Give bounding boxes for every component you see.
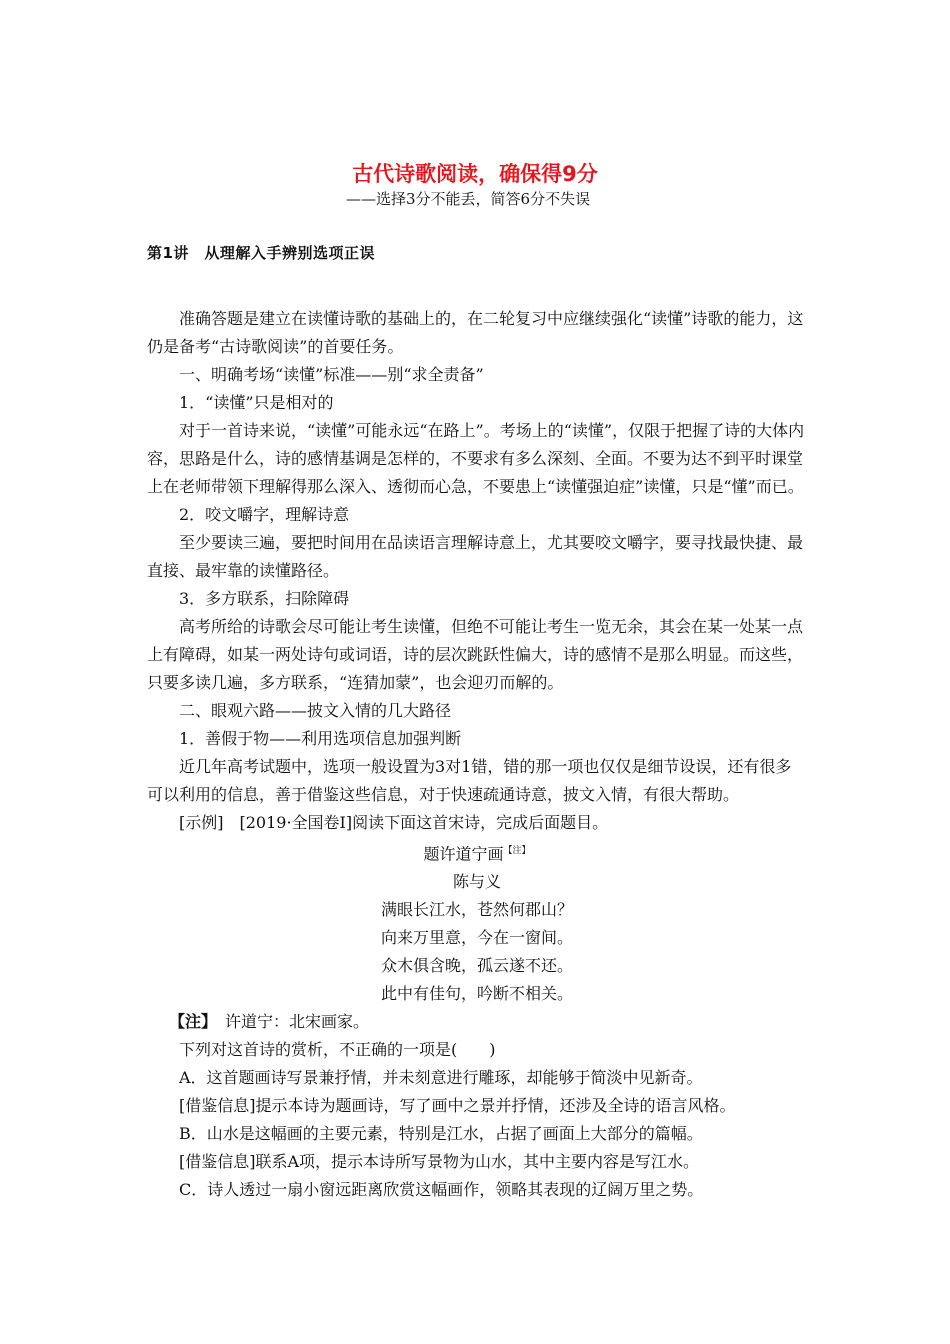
poem-line: 此中有佳句，吟断不相关。 <box>380 984 573 1004</box>
poem-note <box>147 1008 807 1036</box>
option-c: C．诗人透过一扇小窗远距离欣赏这幅画作，领略其表现的辽阔万里之势。 <box>179 1180 704 1200</box>
subsection-heading: 1．“读懂”只是相对的 <box>179 393 334 412</box>
body-paragraph: 近几年高考试题中，选项一般设置为3对1错，错的那一项也仅仅是细节设误，还有很多可以利用的信息，善于借鉴这些信息，对于快速疏通诗意，披文入情，有很大帮助。 <box>147 757 792 804</box>
section-heading: 二、眼观六路——披文入情的几大路径 <box>179 701 452 720</box>
example-intro: [示例] [2019·全国卷Ⅰ]阅读下面这首宋诗，完成后面题目。 <box>179 813 609 832</box>
poem-note-mark: 【注】 <box>503 846 531 856</box>
hint-a: [借鉴信息]提示本诗为题画诗，写了画中之景并抒情，还涉及全诗的语言风格。 <box>179 1096 736 1116</box>
body-paragraph: 高考所给的诗歌会尽可能让考生读懂，但绝不可能让考生一览无余，其会在某一处某一点上有障碍，如某一两处诗句或词语，诗的层次跳跃性偏大，诗的感情不是那么明显。而这些，只要多读几遍，多方联系，“连猜加蒙”，也会迎刃而解的。 <box>147 617 804 692</box>
document-body <box>147 305 807 1204</box>
note-label: 【注】 <box>169 1012 210 1032</box>
hint-b: [借鉴信息]联系A项，提示本诗所写景物为山水，其中主要内容是写江水。 <box>179 1152 700 1172</box>
body-paragraph: 至少要读三遍，要把时间用在品读语言理解诗意上，尤其要咬文嚼字，要寻找最快捷、最直接、最牢靠的读懂路径。 <box>147 533 804 580</box>
subsection-heading: 1．善假于物——利用选项信息加强判断 <box>179 729 462 748</box>
subsection-heading: 2．咬文嚼字，理解诗意 <box>179 505 350 524</box>
document-title: 古代诗歌阅读，确保得9分 <box>352 162 598 186</box>
question-stem: 下列对这首诗的赏析，不正确的一项是( ) <box>179 1040 496 1060</box>
subsection-heading: 3．多方联系，扫除障碍 <box>179 589 350 608</box>
lecture-heading: 第1讲 从理解入手辨别选项正误 <box>147 244 375 262</box>
note-text: 许道宁：北宋画家。 <box>209 1012 370 1032</box>
poem-line: 向来万里意，今在一窗间。 <box>380 928 573 948</box>
poem-line: 众木俱含晚，孤云遂不还。 <box>380 956 573 976</box>
poem-title <box>147 837 807 868</box>
option-b: B．山水是这幅画的主要元素，特别是江水，占据了画面上大部分的篇幅。 <box>179 1124 703 1144</box>
poem-title-text: 题许道宁画 <box>423 844 504 864</box>
poem-author: 陈与义 <box>452 872 501 892</box>
intro-paragraph: 准确答题是建立在读懂诗歌的基础上的，在二轮复习中应继续强化“读懂”诗歌的能力，这仍是备考“古诗歌阅读”的首要任务。 <box>147 309 804 356</box>
body-paragraph: 对于一首诗来说，“读懂”可能永远“在路上”。考场上的“读懂”，仅限于把握了诗的大体内容，思路是什么，诗的感情基调是怎样的，不要求有多么深刻、全面。不要为达不到平时课堂上在老师带领下理解得那么深入、透彻而心急，不要患上“读懂强迫症”读懂，只是“懂”而已。 <box>147 421 805 496</box>
section-heading: 一、明确考场“读懂”标准——别“求全责备” <box>179 365 484 384</box>
poem-line: 满眼长江水，苍然何郡山？ <box>380 900 573 920</box>
document-subtitle: ——选择3分不能丢，简答6分不失误 <box>346 190 591 208</box>
option-a: A．这首题画诗写景兼抒情，并未刻意进行雕琢，却能够于简淡中见新奇。 <box>179 1068 703 1088</box>
